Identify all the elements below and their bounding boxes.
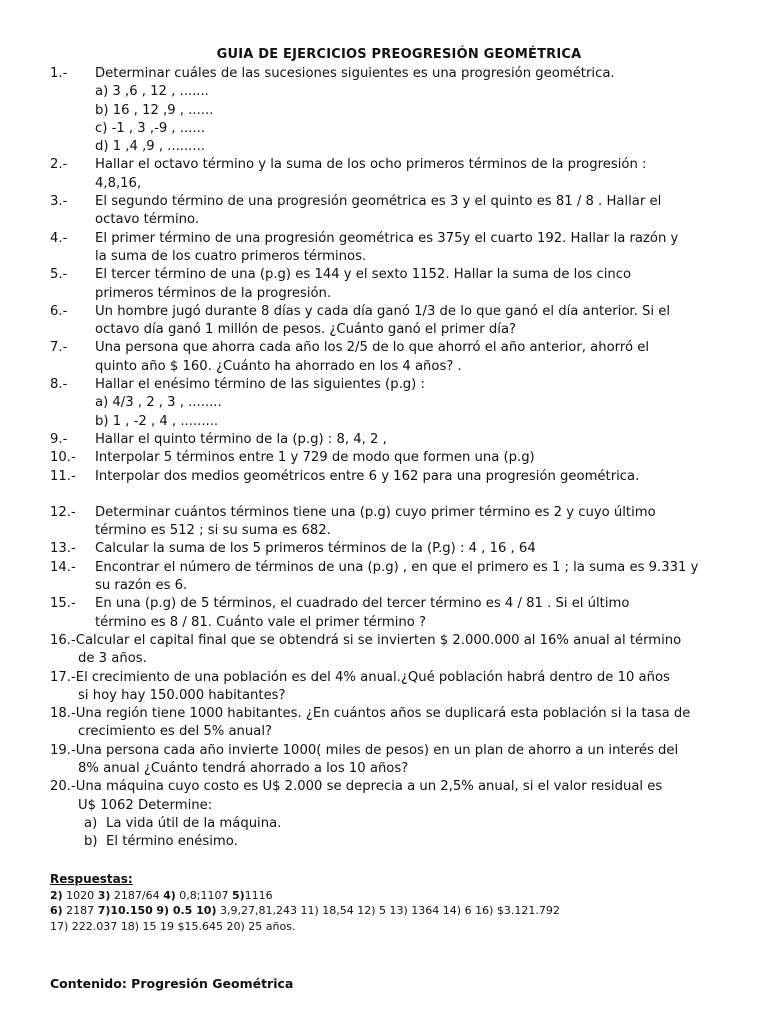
exercise-number: 18.- bbox=[50, 706, 76, 722]
exercise-number: 13.- bbox=[50, 541, 76, 557]
exercise-number: 6.- bbox=[50, 303, 68, 319]
answer-value: 1020 bbox=[62, 888, 98, 902]
exercise-number: 7.- bbox=[50, 340, 68, 356]
exercise-line: Calcular la suma de los 5 primeros términos de la (P.g) : 4 , 16 , 64 bbox=[95, 541, 536, 557]
exercise-line: Interpolar 5 términos entre 1 y 729 de modo que formen una (p.g) bbox=[95, 450, 535, 466]
exercise-text bbox=[95, 504, 720, 541]
answers-line-1 bbox=[50, 888, 730, 904]
exercise-line: El tercer término de una (p.g) es 144 y el sexto 1152. Hallar la suma de los cinco bbox=[95, 267, 632, 283]
answers-line-3: 17) 222.037 18) 15 19 $15.645 20) 25 años. bbox=[50, 919, 296, 933]
exercise-line: El segundo término de una progresión geométrica es 3 y el quinto es 81 / 8 . Hallar el bbox=[95, 194, 662, 210]
exercise-line: Determinar cuántos términos tiene una (p.g) cuyo primer término es 2 y cuyo último bbox=[95, 504, 656, 520]
exercise-item bbox=[50, 705, 720, 742]
exercise-line: Una persona que ahorra cada año los 2/5 de lo que ahorró el año anterior, ahorró el bbox=[95, 340, 650, 356]
exercise-line: la suma de los cuatro primeros términos. bbox=[95, 248, 367, 264]
exercise-number: 2.- bbox=[50, 157, 68, 173]
exercise-number: 4.- bbox=[50, 230, 68, 246]
answer-value: 3,9,27,81,243 11) 18,54 12) 5 13) 1364 14) 6 16) $3.121.792 bbox=[216, 904, 560, 917]
content-footer: Contenido: Progresión Geométrica bbox=[50, 976, 294, 991]
exercise-item bbox=[50, 339, 720, 376]
exercise-line: Encontrar el número de términos de una (p.g) , en que el primero es 1 ; la suma es 9.331 y bbox=[95, 559, 699, 575]
exercise-item bbox=[50, 669, 720, 706]
exercise-line-text: El crecimiento de una población es del 4% anual.¿Qué población habrá dentro de 10 años bbox=[75, 669, 670, 685]
exercise-item bbox=[50, 559, 720, 596]
exercise-line-text: Una persona cada año invierte 1000( miles de pesos) en un plan de ahorro a un interés del bbox=[75, 742, 679, 758]
exercise-text bbox=[95, 339, 720, 376]
exercise-line: 4,8,16, bbox=[95, 175, 142, 191]
exercise-text bbox=[95, 266, 720, 303]
option-text: La vida útil de la máquina. bbox=[106, 815, 282, 831]
exercise-number: 3.- bbox=[50, 194, 68, 210]
answers-line-2 bbox=[50, 903, 730, 919]
exercise-number: 10.- bbox=[50, 450, 76, 466]
exercise-text bbox=[95, 303, 720, 340]
answer-value: 2187/64 bbox=[110, 888, 164, 902]
exercise-line bbox=[50, 778, 720, 796]
exercise-text bbox=[95, 559, 720, 596]
exercise-line: octavo término. bbox=[95, 212, 200, 228]
exercise-line: Un hombre jugó durante 8 días y cada día ganó 1/3 de lo que ganó el día anterior. Si el bbox=[95, 303, 670, 319]
answer-label: 2) bbox=[50, 888, 63, 902]
option-letter: a) bbox=[84, 815, 98, 831]
exercise-option bbox=[50, 815, 720, 833]
exercise-text bbox=[50, 742, 720, 779]
exercise-line: quinto año $ 160. ¿Cuánto ha ahorrado en los 4 años? . bbox=[95, 358, 462, 374]
exercise-text bbox=[50, 778, 720, 851]
exercise-line-text: Calcular el capital final que se obtendrá si se invierten $ 2.000.000 al 16% anual al término bbox=[75, 632, 682, 648]
exercise-line: El primer término de una progresión geométrica es 375y el cuarto 192. Hallar la razón y bbox=[95, 230, 679, 246]
exercise-item bbox=[50, 595, 720, 632]
exercise-text bbox=[95, 193, 720, 230]
exercise-number: 15.- bbox=[50, 596, 76, 612]
exercise-option: c) -1 , 3 ,-9 , ...... bbox=[95, 120, 205, 136]
exercise-option bbox=[50, 833, 720, 851]
exercise-number: 8.- bbox=[50, 377, 68, 393]
exercise-item bbox=[50, 376, 720, 431]
exercise-number: 17.- bbox=[50, 669, 76, 685]
exercise-number: 11.- bbox=[50, 468, 76, 484]
exercise-list bbox=[50, 65, 720, 851]
exercise-line bbox=[50, 742, 720, 760]
exercise-number: 20.- bbox=[50, 779, 76, 795]
exercise-line: Hallar el quinto término de la (p.g) : 8, 4, 2 , bbox=[95, 431, 387, 447]
exercise-line: primeros términos de la progresión. bbox=[95, 285, 332, 301]
exercise-text bbox=[95, 449, 720, 467]
exercise-item bbox=[50, 778, 720, 851]
exercise-text bbox=[50, 632, 720, 669]
exercise-item bbox=[50, 449, 720, 467]
exercise-line: Determinar cuáles de las sucesiones siguientes es una progresión geométrica. bbox=[95, 66, 615, 81]
exercise-text bbox=[50, 705, 720, 742]
exercise-item bbox=[50, 193, 720, 230]
exercise-option: a) 3 ,6 , 12 , ....... bbox=[95, 84, 209, 100]
exercise-line: término es 512 ; si su suma es 682. bbox=[95, 523, 331, 539]
exercise-number: 14.- bbox=[50, 559, 76, 575]
answer-label: 3) bbox=[97, 888, 111, 902]
exercise-line: En una (p.g) de 5 términos, el cuadrado del tercer término es 4 / 81 . Si el último bbox=[95, 596, 630, 612]
exercise-text bbox=[95, 540, 720, 558]
exercise-text bbox=[95, 431, 720, 449]
exercise-number: 9.- bbox=[50, 431, 68, 447]
exercise-line: si hoy hay 150.000 habitantes? bbox=[78, 687, 286, 703]
exercise-item bbox=[50, 266, 720, 303]
exercise-text bbox=[95, 230, 720, 267]
exercise-line bbox=[50, 705, 720, 723]
exercise-item bbox=[50, 540, 720, 558]
answer-label: 6) bbox=[50, 904, 63, 917]
exercise-option: d) 1 ,4 ,9 , ......... bbox=[95, 139, 205, 155]
exercise-number: 5.- bbox=[50, 267, 68, 283]
exercise-line: Hallar el octavo término y la suma de los ocho primeros términos de la progresión : bbox=[95, 157, 647, 173]
exercise-item bbox=[50, 468, 720, 486]
spacer bbox=[50, 486, 720, 504]
exercise-item bbox=[50, 632, 720, 669]
exercise-line: octavo día ganó 1 millón de pesos. ¿Cuánto ganó el primer día? bbox=[95, 322, 517, 338]
exercise-item bbox=[50, 156, 720, 193]
exercise-line: Hallar el enésimo término de las siguientes (p.g) : bbox=[95, 377, 425, 393]
exercise-line-text: Una región tiene 1000 habitantes. ¿En cuántos años se duplicará esta población si la tasa de bbox=[75, 706, 691, 722]
option-letter: b) bbox=[84, 834, 98, 850]
exercise-number: 16.- bbox=[50, 632, 76, 648]
exercise-line: de 3 años. bbox=[78, 651, 147, 667]
exercise-line bbox=[50, 669, 720, 687]
exercise-line bbox=[50, 632, 720, 650]
exercise-line-text: Una máquina cuyo costo es U$ 2.000 se deprecia a un 2,5% anual, si el valor residual es bbox=[75, 779, 663, 795]
answer-value: 1116 bbox=[244, 888, 273, 902]
exercise-option: b) 16 , 12 ,9 , ...... bbox=[95, 102, 214, 118]
exercise-text bbox=[50, 669, 720, 706]
answer-value: 2187 bbox=[62, 904, 98, 917]
page-title: GUIA DE EJERCICIOS PREOGRESIÓN GEOMÉTRICA bbox=[216, 47, 582, 62]
exercise-text bbox=[95, 156, 720, 193]
exercise-line: 8% anual ¿Cuánto tendrá ahorrado a los 10 años? bbox=[78, 760, 409, 776]
exercise-line: su razón es 6. bbox=[95, 578, 188, 594]
exercise-line: U$ 1062 Determine: bbox=[78, 797, 213, 813]
exercise-number: 19.- bbox=[50, 742, 76, 758]
answer-label: 4) bbox=[163, 888, 176, 902]
exercise-option: a) 4/3 , 2 , 3 , ........ bbox=[95, 395, 222, 411]
option-text: El término enésimo. bbox=[106, 834, 238, 850]
answers-section bbox=[50, 872, 730, 934]
exercise-line: crecimiento es del 5% anual? bbox=[78, 724, 272, 740]
exercise-number: 12.- bbox=[50, 504, 76, 520]
answers-heading: Respuestas: bbox=[50, 872, 133, 886]
exercise-text bbox=[95, 595, 720, 632]
exercise-text bbox=[95, 376, 720, 431]
exercise-item bbox=[50, 431, 720, 449]
exercise-item bbox=[50, 504, 720, 541]
exercise-item bbox=[50, 230, 720, 267]
exercise-option: b) 1 , -2 , 4 , ......... bbox=[95, 413, 219, 429]
exercise-item bbox=[50, 742, 720, 779]
exercise-text bbox=[95, 468, 720, 486]
exercise-item bbox=[50, 65, 720, 156]
exercise-line: Interpolar dos medios geométricos entre 6 y 162 para una progresión geométrica. bbox=[95, 468, 640, 484]
answer-label: 5) bbox=[231, 888, 245, 902]
answer-label: 7)10.150 bbox=[97, 904, 153, 917]
exercise-line: término es 8 / 81. Cuánto vale el primer término ? bbox=[95, 614, 427, 630]
exercise-text bbox=[95, 65, 720, 156]
answer-label: 9) 0.5 10) bbox=[156, 904, 217, 917]
exercise-item bbox=[50, 303, 720, 340]
exercise-number: 1.- bbox=[50, 66, 68, 81]
answer-value: 0,8;1107 bbox=[175, 888, 232, 902]
